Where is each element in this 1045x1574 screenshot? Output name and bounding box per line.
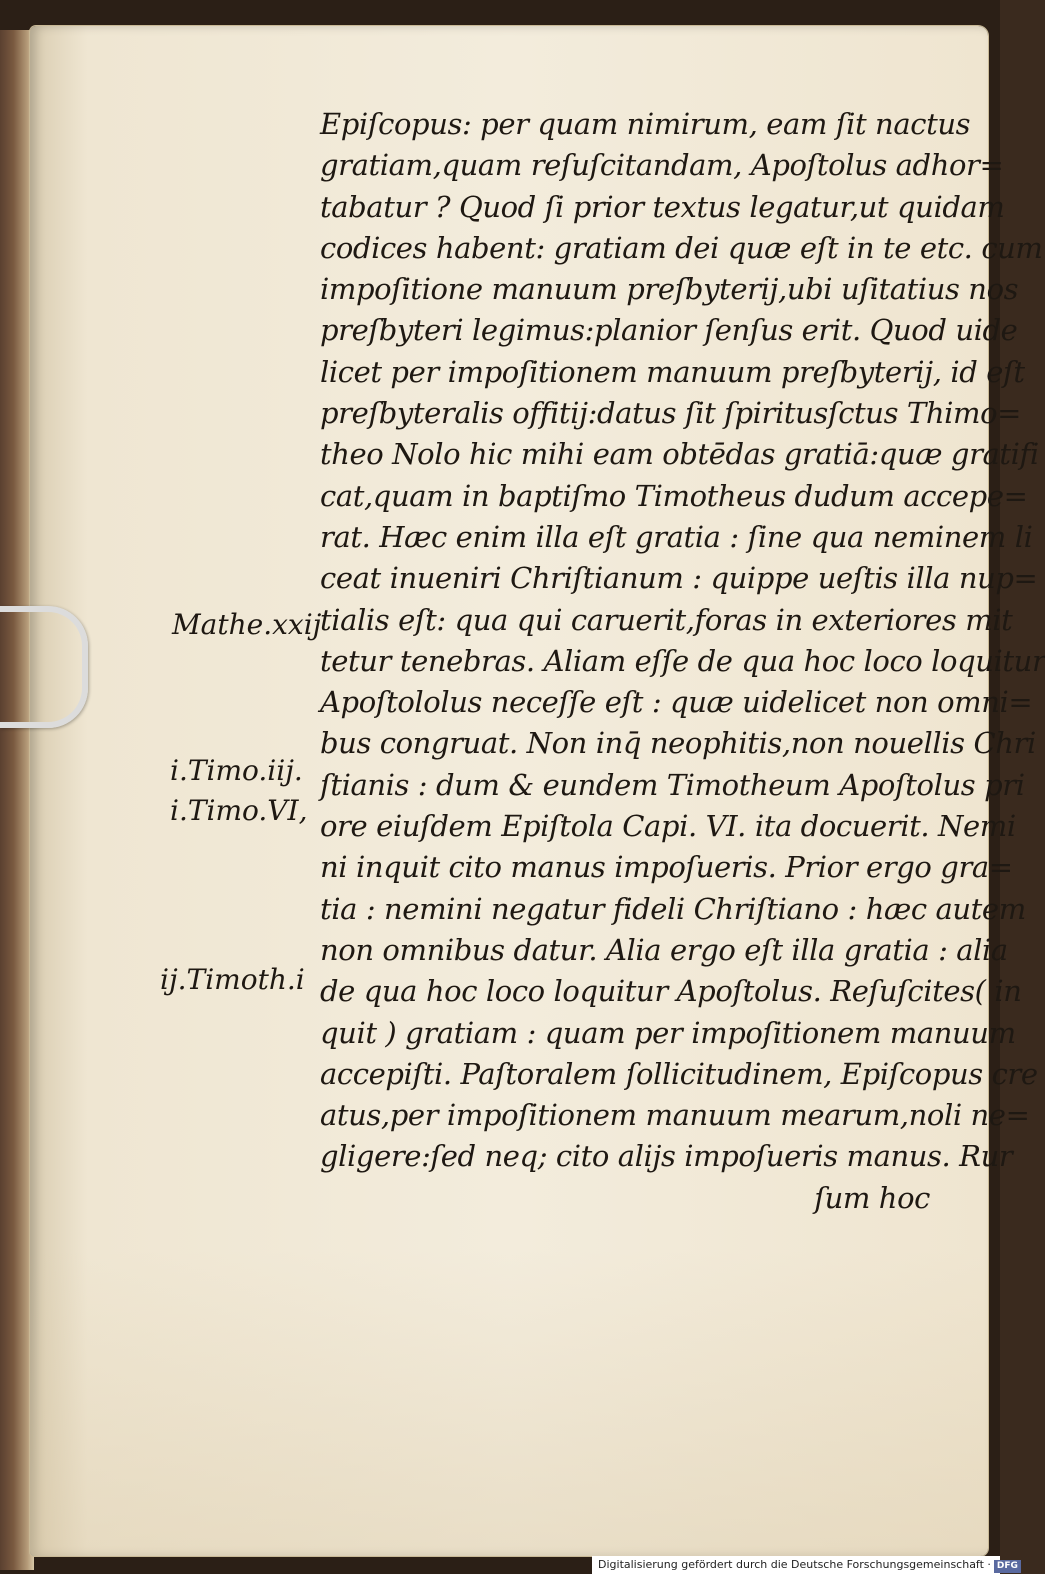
text-line: gligere:ſed neq; cito alijs impoſueris manus. Rur	[320, 1139, 1013, 1174]
text-line: tia : nemini negatur fideli Chriſtiano : hæc autem	[320, 891, 1026, 926]
text-line: non omnibus datur. Alia ergo eſt illa gratia : alia	[320, 932, 1008, 967]
margin-note: ij.Timoth.i	[160, 963, 305, 996]
text-line: ni inquit cito manus impoſueris. Prior ergo gra=	[320, 850, 1013, 885]
book-spine-edge	[0, 30, 34, 1570]
text-line: ceat inueniri Chriſtianum : quippe ueſtis illa nup=	[320, 561, 1038, 596]
catchword: ſum hoc	[814, 1180, 930, 1215]
margin-note: i.Timo.VI,	[170, 794, 308, 827]
text-line: Apoſtololus neceſſe eſt : quæ uidelicet non omni=	[320, 685, 1033, 720]
text-line: licet per impoſitionem manuum preſbyterij, id eſt	[320, 354, 1025, 389]
text-line: atus,per impoſitionem manuum mearum,noli ne=	[320, 1098, 1030, 1133]
text-line: preſbyteralis offitij:datus ſit ſpiritusſctus Thimo=	[320, 396, 1022, 431]
margin-note: i.Timo.iij.	[170, 754, 303, 787]
text-line: theo Nolo hic mihi eam obtēdas gratiā:quæ gratifi	[320, 437, 1039, 472]
text-line: de qua hoc loco loquitur Apoſtolus. Reſuſcites( in	[320, 974, 1022, 1009]
text-line: rat. Hæc enim illa eſt gratia : ſine qua neminem li	[320, 519, 1033, 554]
text-line: ore eiuſdem Epiſtola Capi. VI. ita docuerit. Nemi	[320, 809, 1016, 844]
text-line: tabatur ? Quod ſi prior textus legatur,ut quidam	[320, 189, 1005, 224]
text-line: ſtianis : dum & eundem Timotheum Apoſtolus pri	[320, 767, 1025, 802]
text-line: accepiſti. Paſtoralem ſollicitudinem, Epiſcopus cre	[320, 1056, 1038, 1091]
text-line: codices habent: gratiam dei quæ eſt in te etc. cum	[320, 230, 1043, 265]
text-line: bus congruat. Non inq̄ neophitis,non nouellis Chri	[320, 726, 1036, 761]
text-line: tialis eſt: qua qui caruerit,foras in exteriores mit	[320, 602, 1013, 637]
page-clip	[0, 606, 88, 728]
text-line: gratiam,quam reſuſcitandam, Apoſtolus adhor=	[320, 148, 1004, 183]
text-line: tetur tenebras. Aliam eſſe de qua hoc loco loquitur	[320, 643, 1045, 678]
margin-note: Mathe.xxij	[172, 608, 322, 641]
text-line: cat,quam in baptiſmo Timotheus dudum accepe=	[320, 478, 1028, 513]
main-text-block	[320, 104, 1045, 1219]
dfg-logo: DFG	[994, 1560, 1021, 1573]
page-stain	[30, 1250, 988, 1556]
text-line: quit ) gratiam : quam per impoſitionem manuum	[320, 1015, 1016, 1050]
text-line: Epiſcopus: per quam nimirum, eam ſit nactus	[320, 107, 971, 141]
text-line: impoſitione manuum preſbyterij,ubi uſitatius nos	[320, 272, 1019, 307]
digitization-footer	[592, 1556, 1018, 1574]
text-line: preſbyteri legimus:planior ſenſus erit. Quod uide	[320, 313, 1018, 348]
footer-text: Digitalisierung gefördert durch die Deutsche Forschungsgemeinschaft ·	[598, 1558, 991, 1571]
